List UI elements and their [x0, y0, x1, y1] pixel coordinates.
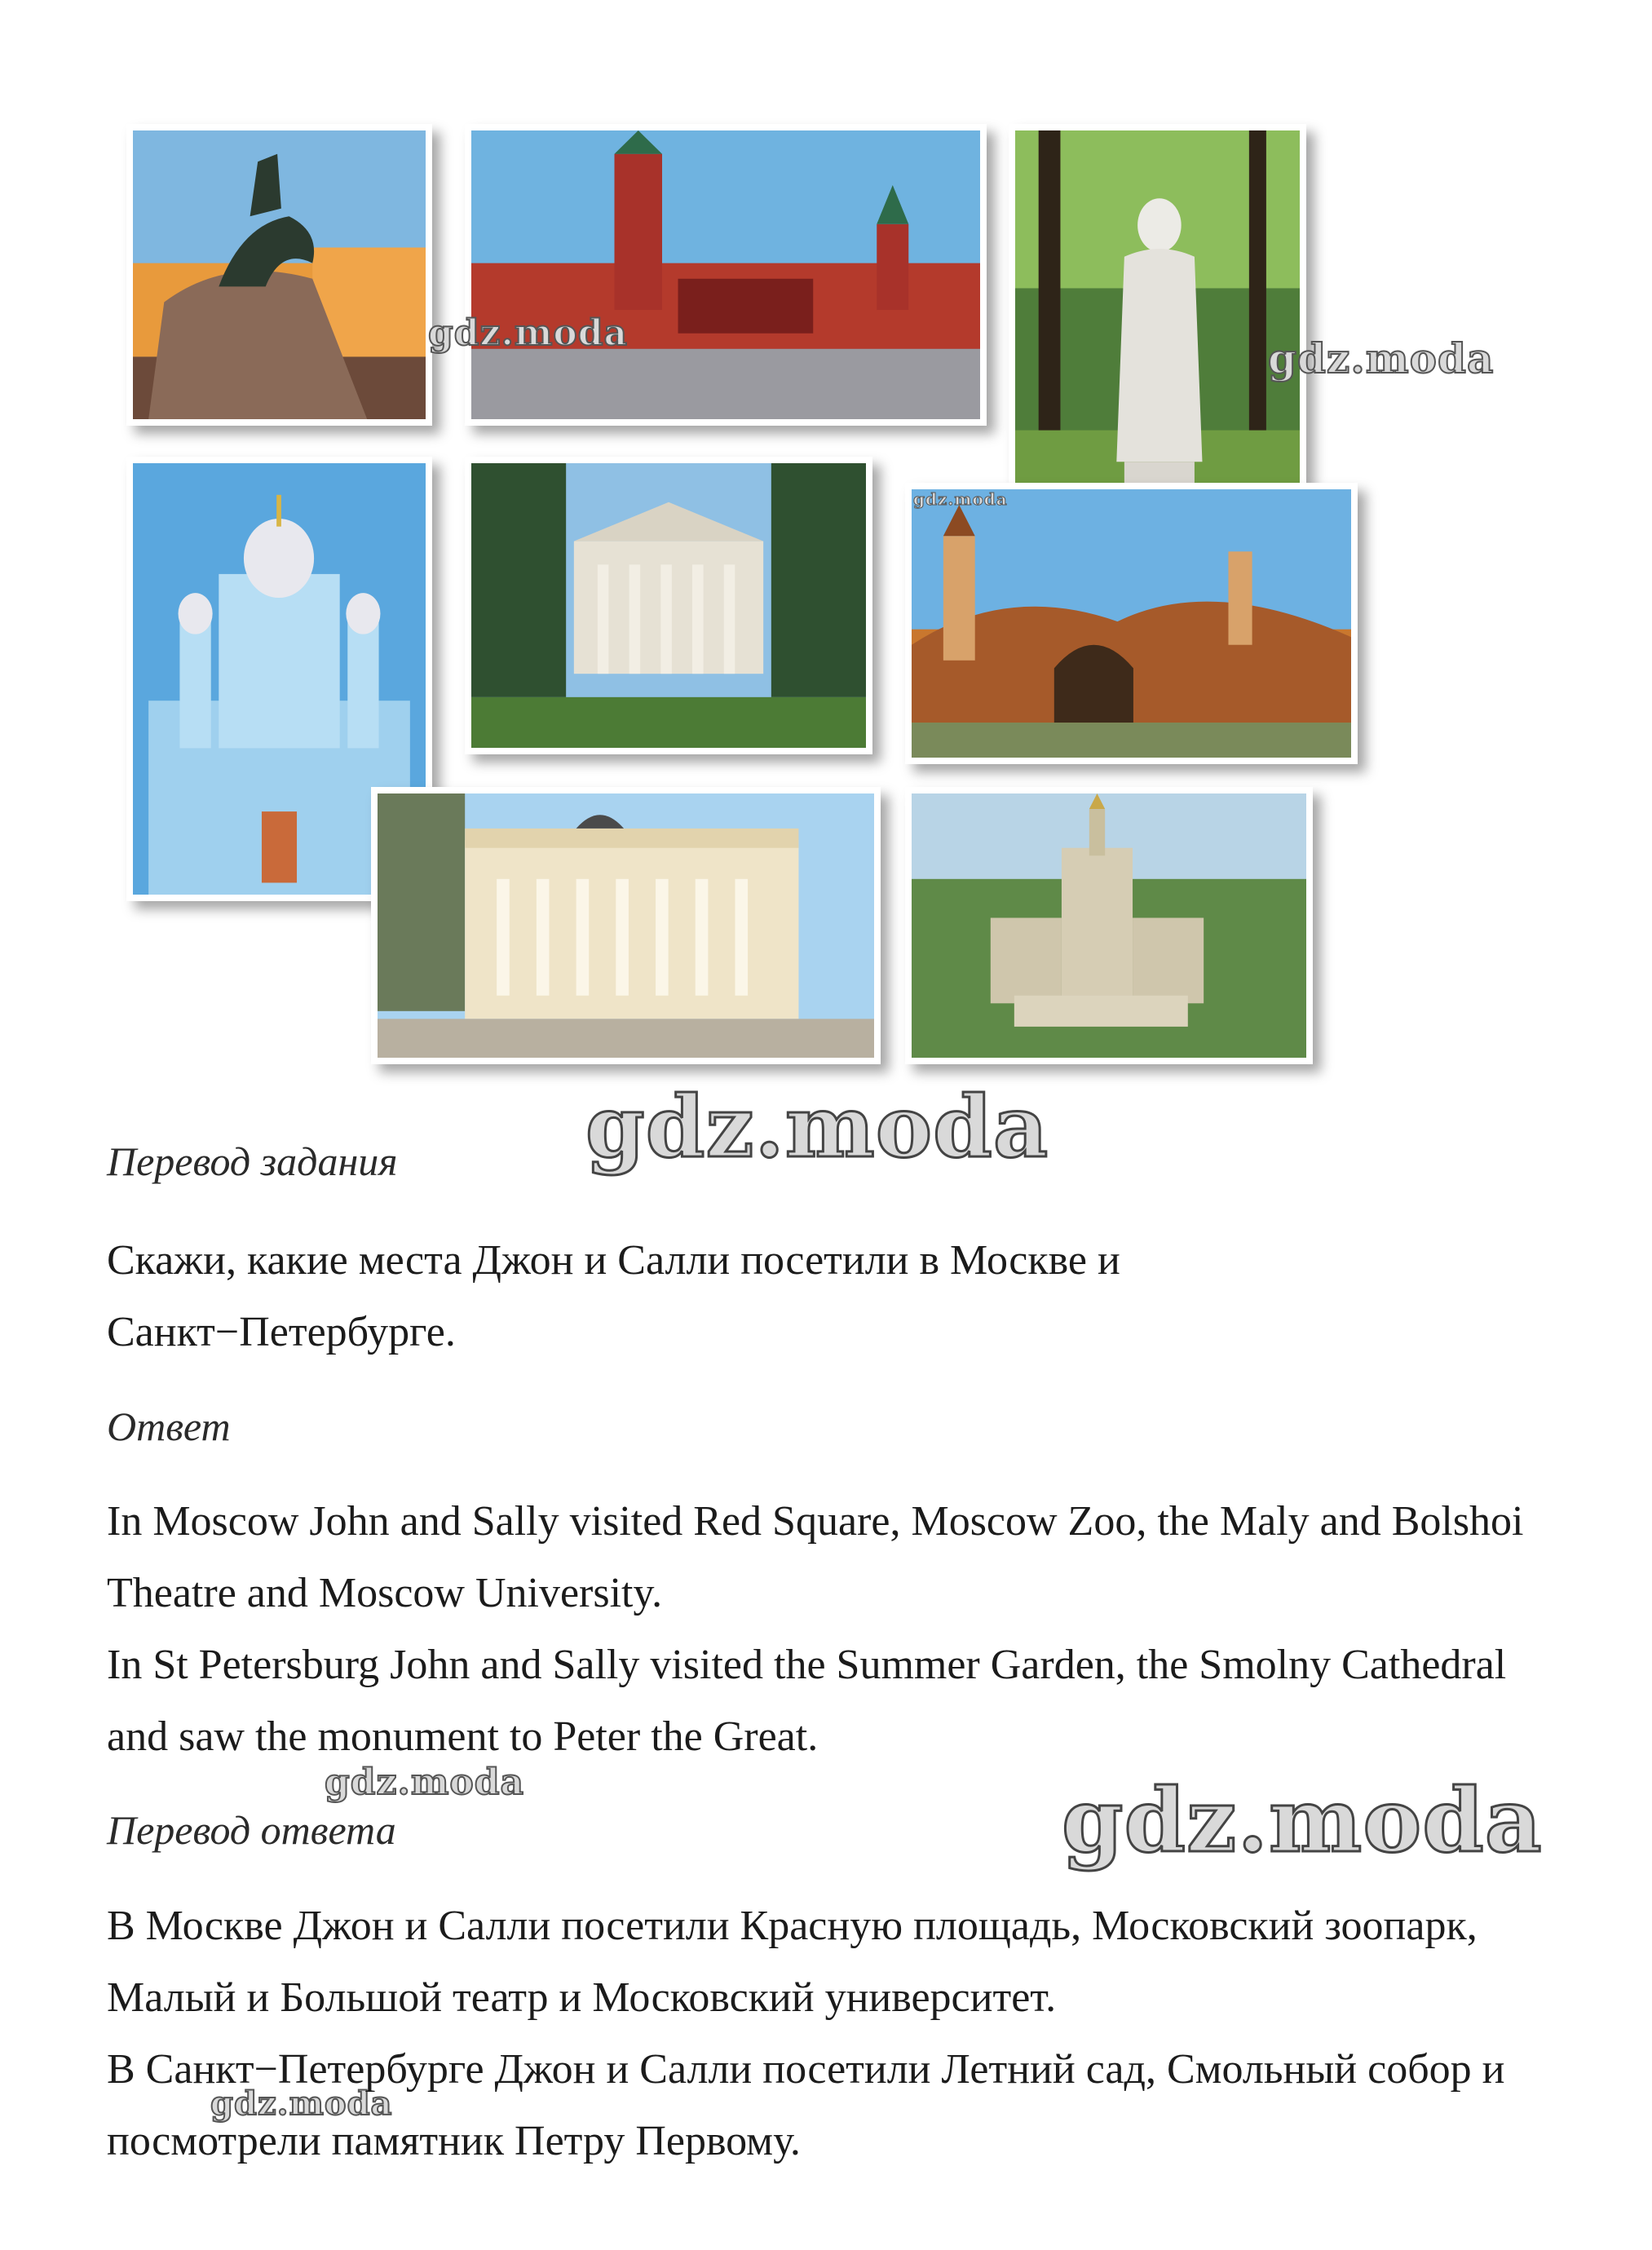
- watermark: gdz.moda: [585, 1076, 1049, 1177]
- watermark: gdz.moda: [1062, 1770, 1543, 1872]
- watermark: gdz.moda: [1268, 334, 1495, 382]
- answer-heading: Ответ: [107, 1403, 231, 1449]
- answer-en-petersburg: In St Petersburg John and Sally visited the Summer Garden, the Smolny Cathedral and saw the monument to Peter the Great.: [107, 1642, 1507, 1760]
- watermark: gdz.moda: [913, 489, 1008, 509]
- red-square-photo: [465, 124, 987, 426]
- translation-heading: Перевод ответа: [107, 1807, 396, 1853]
- maly-theatre-photo: [371, 787, 881, 1064]
- watermark: gdz.moda: [210, 2084, 393, 2123]
- answer-ru-moscow: В Москве Джон и Салли посетили Красную площадь, Московский зоопарк, Малый и Большой театр и Московский университет.: [107, 1903, 1478, 2021]
- summer-garden-photo: [1009, 124, 1306, 524]
- answer-en-moscow: In Moscow John and Sally visited Red Square, Moscow Zoo, the Maly and Bolshoi Theatre and Moscow University.: [107, 1498, 1524, 1616]
- task-text: Скажи, какие места Джон и Салли посетили в Москве и Санкт−Петербурге.: [107, 1237, 1120, 1355]
- pushkin-museum-photo: [465, 457, 872, 754]
- bronze-horseman-photo: [126, 124, 432, 426]
- watermark: gdz.moda: [325, 1762, 525, 1803]
- watermark: gdz.moda: [428, 312, 629, 354]
- moscow-university-photo: [905, 787, 1313, 1064]
- task-heading: Перевод задания: [107, 1138, 398, 1184]
- moscow-zoo-photo: [905, 483, 1358, 764]
- answer-ru-petersburg: В Санкт−Петербурге Джон и Салли посетили Летний сад, Смольный собор и посмотрели памятник Петру Первому.: [107, 2046, 1505, 2164]
